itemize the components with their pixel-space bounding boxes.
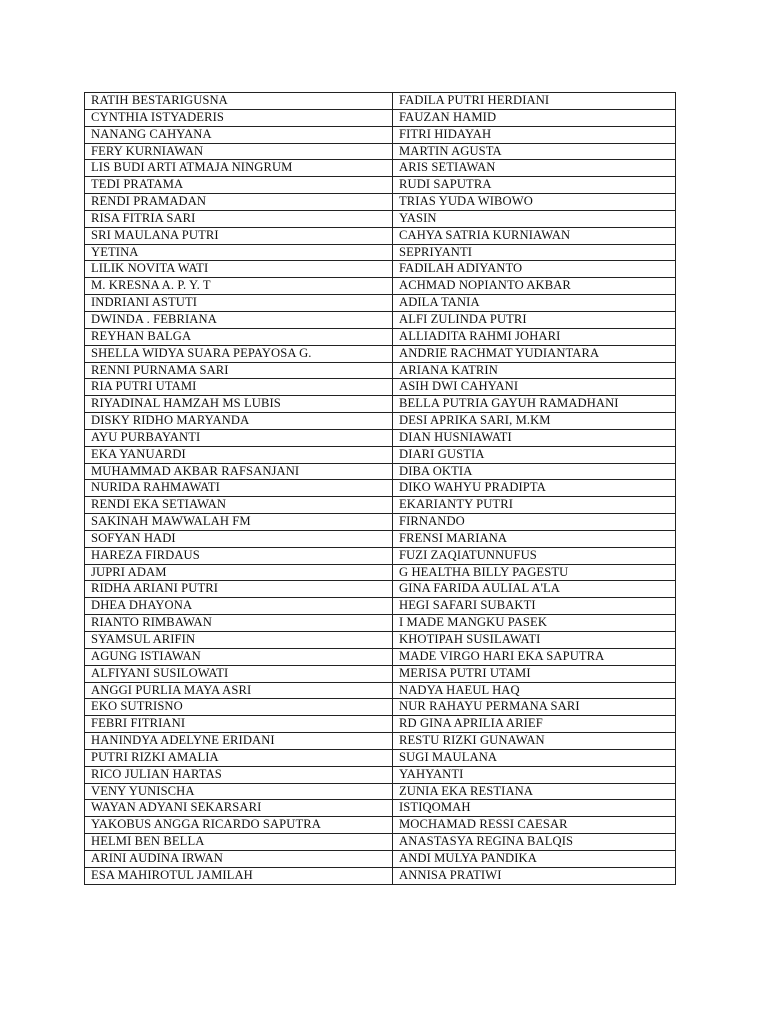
name-cell-left: EKA YANUARDI — [85, 446, 393, 463]
table-row — [85, 480, 676, 497]
name-cell-left: SYAMSUL ARIFIN — [85, 632, 393, 649]
names-table — [84, 92, 676, 885]
name-cell-left: HANINDYA ADELYNE ERIDANI — [85, 733, 393, 750]
table-row — [85, 800, 676, 817]
table-row — [85, 547, 676, 564]
name-cell-right: ALLIADITA RAHMI JOHARI — [393, 328, 676, 345]
name-cell-left: EKO SUTRISNO — [85, 699, 393, 716]
name-cell-right: BELLA PUTRIA GAYUH RAMADHANI — [393, 396, 676, 413]
name-cell-left: CYNTHIA ISTYADERIS — [85, 109, 393, 126]
name-cell-left: ESA MAHIROTUL JAMILAH — [85, 867, 393, 884]
table-row — [85, 244, 676, 261]
name-cell-right: FRENSI MARIANA — [393, 530, 676, 547]
table-row — [85, 665, 676, 682]
name-cell-left: NURIDA RAHMAWATI — [85, 480, 393, 497]
table-row — [85, 615, 676, 632]
name-cell-left: RIANTO RIMBAWAN — [85, 615, 393, 632]
table-row — [85, 93, 676, 110]
table-row — [85, 514, 676, 531]
name-cell-left: WAYAN ADYANI SEKARSARI — [85, 800, 393, 817]
table-row — [85, 598, 676, 615]
name-cell-right: RESTU RIZKI GUNAWAN — [393, 733, 676, 750]
name-cell-left: DWINDA . FEBRIANA — [85, 311, 393, 328]
name-cell-right: TRIAS YUDA WIBOWO — [393, 194, 676, 211]
table-row — [85, 446, 676, 463]
name-cell-right: ANDRIE RACHMAT YUDIANTARA — [393, 345, 676, 362]
name-cell-right: FADILAH ADIYANTO — [393, 261, 676, 278]
name-cell-left: YAKOBUS ANGGA RICARDO SAPUTRA — [85, 817, 393, 834]
name-cell-right: YAHYANTI — [393, 766, 676, 783]
name-cell-left: RENDI PRAMADAN — [85, 194, 393, 211]
table-row — [85, 109, 676, 126]
name-cell-right: NADYA HAEUL HAQ — [393, 682, 676, 699]
name-cell-right: I MADE MANGKU PASEK — [393, 615, 676, 632]
name-cell-right: FITRI HIDAYAH — [393, 126, 676, 143]
name-cell-right: DIBA OKTIA — [393, 463, 676, 480]
name-cell-left: YETINA — [85, 244, 393, 261]
name-cell-right: ADILA TANIA — [393, 295, 676, 312]
name-cell-left: RIDHA ARIANI PUTRI — [85, 581, 393, 598]
name-cell-left: VENY YUNISCHA — [85, 783, 393, 800]
name-cell-left: SAKINAH MAWWALAH FM — [85, 514, 393, 531]
table-row — [85, 328, 676, 345]
name-cell-right: KHOTIPAH SUSILAWATI — [393, 632, 676, 649]
table-row — [85, 497, 676, 514]
table-row — [85, 311, 676, 328]
name-cell-left: DHEA DHAYONA — [85, 598, 393, 615]
table-row — [85, 143, 676, 160]
name-cell-left: RIA PUTRI UTAMI — [85, 379, 393, 396]
table-row — [85, 227, 676, 244]
table-row — [85, 194, 676, 211]
table-row — [85, 261, 676, 278]
name-cell-right: ASIH DWI CAHYANI — [393, 379, 676, 396]
table-row — [85, 733, 676, 750]
table-row — [85, 682, 676, 699]
name-cell-right: DIAN HUSNIAWATI — [393, 429, 676, 446]
name-cell-right: MADE VIRGO HARI EKA SAPUTRA — [393, 648, 676, 665]
name-cell-left: MUHAMMAD AKBAR RAFSANJANI — [85, 463, 393, 480]
name-cell-right: FAUZAN HAMID — [393, 109, 676, 126]
name-cell-left: RIYADINAL HAMZAH MS LUBIS — [85, 396, 393, 413]
table-row — [85, 160, 676, 177]
table-row — [85, 648, 676, 665]
name-cell-left: SHELLA WIDYA SUARA PEPAYOSA G. — [85, 345, 393, 362]
table-row — [85, 834, 676, 851]
name-cell-right: G HEALTHA BILLY PAGESTU — [393, 564, 676, 581]
name-cell-right: GINA FARIDA AULIAL A'LA — [393, 581, 676, 598]
name-cell-left: PUTRI RIZKI AMALIA — [85, 749, 393, 766]
name-cell-right: ARIS SETIAWAN — [393, 160, 676, 177]
name-cell-left: AGUNG ISTIAWAN — [85, 648, 393, 665]
name-cell-right: FIRNANDO — [393, 514, 676, 531]
table-row — [85, 463, 676, 480]
name-cell-right: ALFI ZULINDA PUTRI — [393, 311, 676, 328]
table-row — [85, 126, 676, 143]
table-row — [85, 413, 676, 430]
name-cell-left: ANGGI PURLIA MAYA ASRI — [85, 682, 393, 699]
name-cell-right: SEPRIYANTI — [393, 244, 676, 261]
table-row — [85, 362, 676, 379]
name-cell-right: CAHYA SATRIA KURNIAWAN — [393, 227, 676, 244]
name-cell-right: DIARI GUSTIA — [393, 446, 676, 463]
name-cell-right: MARTIN AGUSTA — [393, 143, 676, 160]
name-cell-right: ANASTASYA REGINA BALQIS — [393, 834, 676, 851]
name-cell-right: HEGI SAFARI SUBAKTI — [393, 598, 676, 615]
name-cell-right: ANNISA PRATIWI — [393, 867, 676, 884]
name-cell-left: LILIK NOVITA WATI — [85, 261, 393, 278]
name-cell-right: MERISA PUTRI UTAMI — [393, 665, 676, 682]
name-cell-right: ISTIQOMAH — [393, 800, 676, 817]
table-row — [85, 210, 676, 227]
table-row — [85, 850, 676, 867]
table-row — [85, 530, 676, 547]
name-cell-left: RENNI PURNAMA SARI — [85, 362, 393, 379]
name-cell-left: HELMI BEN BELLA — [85, 834, 393, 851]
name-cell-right: ACHMAD NOPIANTO AKBAR — [393, 278, 676, 295]
name-cell-right: ZUNIA EKA RESTIANA — [393, 783, 676, 800]
table-row — [85, 817, 676, 834]
table-row — [85, 429, 676, 446]
name-cell-right: FUZI ZAQIATUNNUFUS — [393, 547, 676, 564]
name-cell-right: DIKO WAHYU PRADIPTA — [393, 480, 676, 497]
name-cell-right: FADILA PUTRI HERDIANI — [393, 93, 676, 110]
name-cell-left: SRI MAULANA PUTRI — [85, 227, 393, 244]
table-row — [85, 716, 676, 733]
name-cell-right: YASIN — [393, 210, 676, 227]
name-cell-left: TEDI PRATAMA — [85, 177, 393, 194]
name-cell-left: FERY KURNIAWAN — [85, 143, 393, 160]
table-row — [85, 867, 676, 884]
names-table-body — [85, 93, 676, 885]
name-cell-right: MOCHAMAD RESSI CAESAR — [393, 817, 676, 834]
name-cell-left: M. KRESNA A. P. Y. T — [85, 278, 393, 295]
name-cell-left: SOFYAN HADI — [85, 530, 393, 547]
name-cell-right: RD GINA APRILIA ARIEF — [393, 716, 676, 733]
table-row — [85, 177, 676, 194]
table-row — [85, 581, 676, 598]
name-cell-left: RENDI EKA SETIAWAN — [85, 497, 393, 514]
name-cell-right: ARIANA KATRIN — [393, 362, 676, 379]
name-cell-left: DISKY RIDHO MARYANDA — [85, 413, 393, 430]
name-cell-left: INDRIANI ASTUTI — [85, 295, 393, 312]
name-cell-left: RISA FITRIA SARI — [85, 210, 393, 227]
table-row — [85, 632, 676, 649]
table-row — [85, 766, 676, 783]
name-cell-left: JUPRI ADAM — [85, 564, 393, 581]
name-cell-left: FEBRI FITRIANI — [85, 716, 393, 733]
table-row — [85, 564, 676, 581]
name-cell-right: NUR RAHAYU PERMANA SARI — [393, 699, 676, 716]
name-cell-left: AYU PURBAYANTI — [85, 429, 393, 446]
table-row — [85, 345, 676, 362]
table-row — [85, 379, 676, 396]
table-row — [85, 295, 676, 312]
name-cell-right: DESI APRIKA SARI, M.KM — [393, 413, 676, 430]
table-row — [85, 749, 676, 766]
table-row — [85, 783, 676, 800]
name-cell-left: LIS BUDI ARTI ATMAJA NINGRUM — [85, 160, 393, 177]
name-cell-left: HAREZA FIRDAUS — [85, 547, 393, 564]
name-cell-left: NANANG CAHYANA — [85, 126, 393, 143]
name-cell-right: EKARIANTY PUTRI — [393, 497, 676, 514]
name-cell-left: ARINI AUDINA IRWAN — [85, 850, 393, 867]
table-row — [85, 278, 676, 295]
name-cell-left: RICO JULIAN HARTAS — [85, 766, 393, 783]
name-cell-left: ALFIYANI SUSILOWATI — [85, 665, 393, 682]
name-cell-right: SUGI MAULANA — [393, 749, 676, 766]
name-cell-left: RATIH BESTARIGUSNA — [85, 93, 393, 110]
name-cell-left: REYHAN BALGA — [85, 328, 393, 345]
table-row — [85, 396, 676, 413]
table-row — [85, 699, 676, 716]
name-cell-right: RUDI SAPUTRA — [393, 177, 676, 194]
name-cell-right: ANDI MULYA PANDIKA — [393, 850, 676, 867]
